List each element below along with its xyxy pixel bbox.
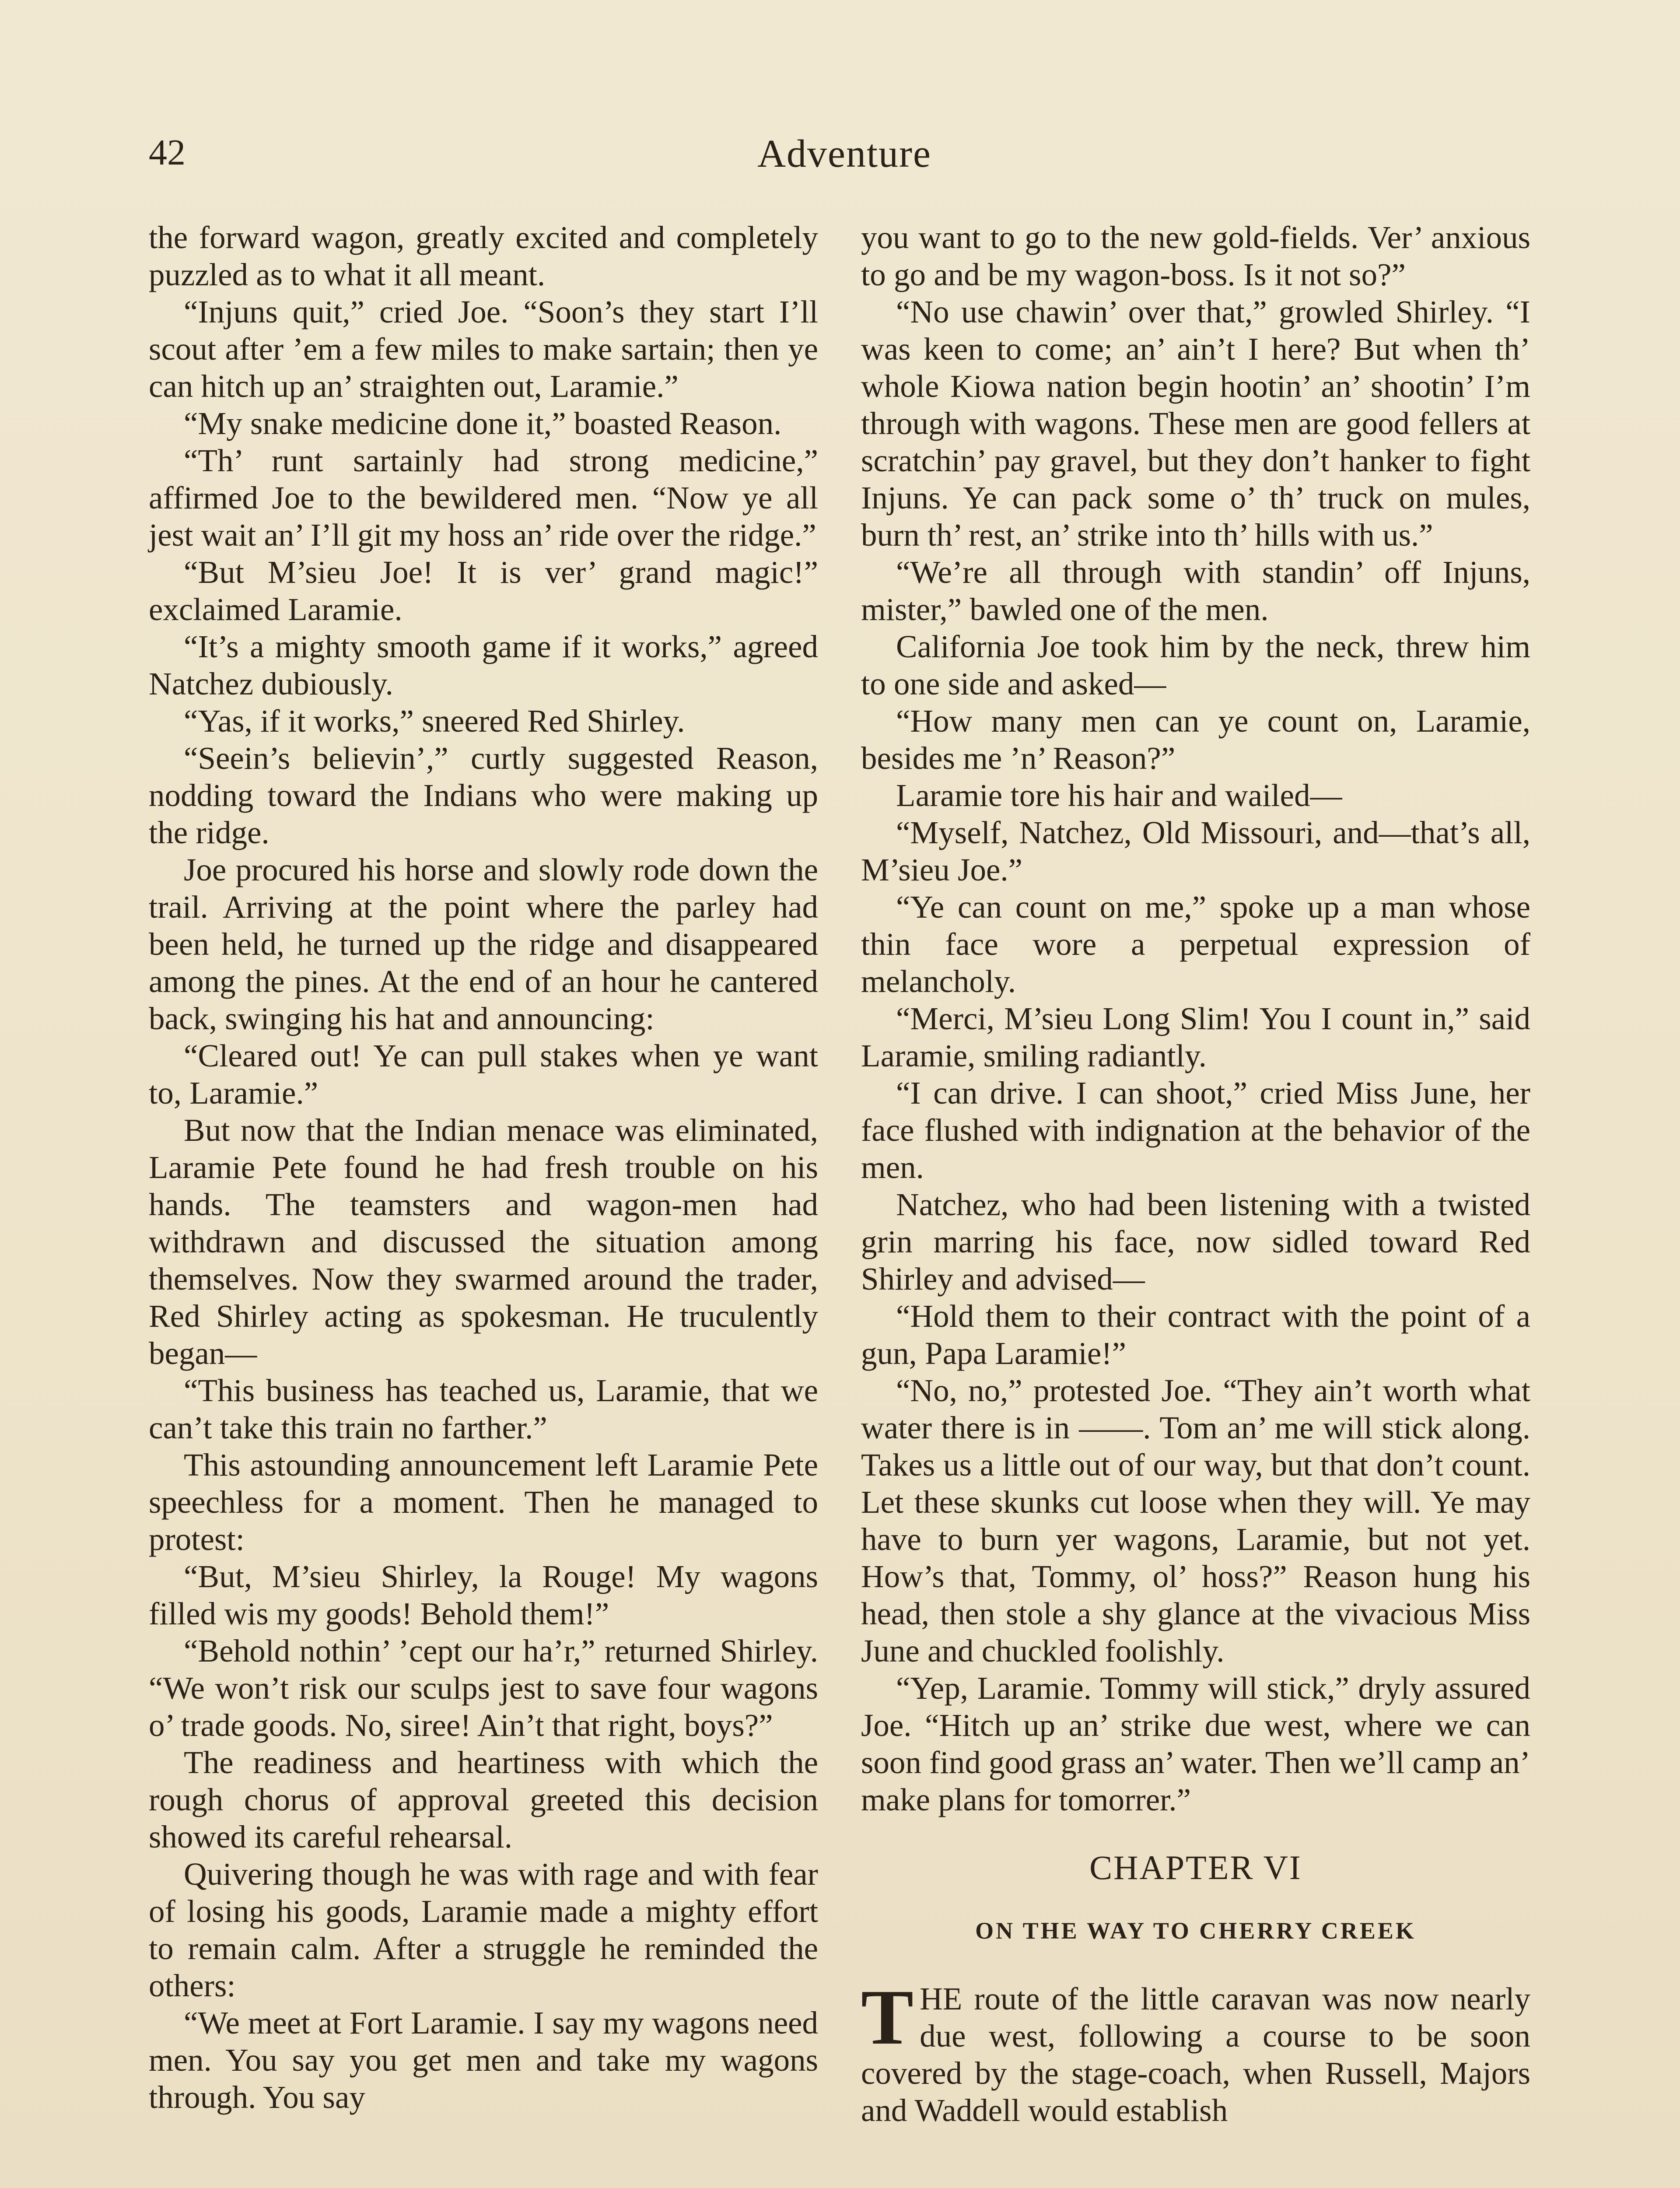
paragraph: “This business has teached us, Laramie, that we can’t take this train no farther.” bbox=[149, 1373, 818, 1445]
paragraph: “Myself, Natchez, Old Missouri, and—that’s all, M’sieu Joe.” bbox=[861, 815, 1530, 887]
paragraph: “Behold nothin’ ’cept our ha’r,” returned Shirley. “We won’t risk our sculps jest to save four wagons o’ trade goods. No, siree! Ain’t that right, boys?” bbox=[149, 1633, 818, 1743]
page-number: 42 bbox=[149, 132, 186, 173]
paragraph: “Ye can count on me,” spoke up a man whose thin face wore a perpetual expression of melancholy. bbox=[861, 889, 1530, 999]
drop-cap: T bbox=[861, 1974, 914, 2061]
paragraph: “My snake medicine done it,” boasted Reason. bbox=[184, 406, 782, 441]
paragraph: “I can drive. I can shoot,” cried Miss June, her face flushed with indignation at the behavior of the men. bbox=[861, 1075, 1530, 1185]
paragraph: Quivering though he was with rage and with fear of losing his goods, Laramie made a mighty effort to remain calm. After a struggle he reminded the others: bbox=[149, 1856, 818, 2003]
paragraph: Joe procured his horse and slowly rode down the trail. Arriving at the point where the parley had been held, he turned up the ridge and disappeared among the pines. At the end of an hour he cantered back, swinging his hat and announcing: bbox=[149, 852, 818, 1036]
paragraph: “Injuns quit,” cried Joe. “Soon’s they start I’ll scout after ’em a few miles to make sartain; then ye can hitch up an’ straighten out, Laramie.” bbox=[149, 294, 818, 404]
paragraph: you want to go to the new gold-fields. Ver’ anxious to go and be my wagon-boss. Is it not so?” bbox=[861, 220, 1530, 292]
paragraph: “How many men can ye count on, Laramie, besides me ’n’ Reason?” bbox=[861, 703, 1530, 776]
chapter-title: CHAPTER VI bbox=[1089, 1848, 1302, 1886]
paragraph: “Cleared out! Ye can pull stakes when ye want to, Laramie.” bbox=[149, 1038, 818, 1111]
chapter-subtitle: ON THE WAY TO CHERRY CREEK bbox=[975, 1918, 1416, 1944]
running-title: Adventure bbox=[757, 132, 931, 175]
paragraph: “But M’sieu Joe! It is ver’ grand magic!” exclaimed Laramie. bbox=[149, 554, 818, 627]
left-column bbox=[149, 219, 818, 2116]
paragraph: Laramie tore his hair and wailed— bbox=[896, 778, 1342, 813]
chapter-opening-paragraph bbox=[861, 1974, 1530, 2129]
paragraph: “We’re all through with standin’ off Injuns, mister,” bawled one of the men. bbox=[861, 554, 1530, 627]
paragraph: California Joe took him by the neck, threw him to one side and asked— bbox=[861, 629, 1530, 701]
paragraph: “But, M’sieu Shirley, la Rouge! My wagons filled wis my goods! Behold them!” bbox=[149, 1559, 818, 1631]
paragraph: “No use chawin’ over that,” growled Shirley. “I was keen to come; an’ ain’t I here? But when th’ whole Kiowa nation begin hootin’ an’ shootin’ I’m through with wagons. These men are good fellers at scratchin’ pay gravel, but they don’t hanker to fight Injuns. Ye can pack some o’ th’ truck on mules, burn th’ rest, an’ strike into th’ hills with us.” bbox=[861, 294, 1530, 553]
paragraph: But now that the Indian menace was eliminated, Laramie Pete found he had fresh trouble on his hands. The teamsters and wagon-men had withdrawn and discussed the situation among themselves. Now they swarmed around the trader, Red Shirley acting as spokesman. He truculently began— bbox=[149, 1112, 818, 1371]
paragraph: “Hold them to their contract with the point of a gun, Papa Laramie!” bbox=[861, 1298, 1530, 1371]
chapter-opening-text: HE route of the little caravan was now nearly due west, following a course to be soon covered by the stage-coach, when Russell, Majors and Waddell would establish bbox=[861, 1981, 1530, 2128]
paragraph: the forward wagon, greatly excited and completely puzzled as to what it all meant. bbox=[149, 220, 818, 292]
paragraph: This astounding announcement left Laramie Pete speechless for a moment. Then he managed to protest: bbox=[149, 1447, 818, 1557]
paragraph: “We meet at Fort Laramie. I say my wagons need men. You say you get men and take my wagons through. You say bbox=[149, 2005, 818, 2115]
page-header bbox=[149, 127, 1540, 188]
paragraph: “Merci, M’sieu Long Slim! You I count in,” said Laramie, smiling radiantly. bbox=[861, 1001, 1530, 1073]
right-column-paragraphs bbox=[861, 219, 1530, 1818]
paragraph: “Seein’s believin’,” curtly suggested Reason, nodding toward the Indians who were making up the ridge. bbox=[149, 740, 818, 850]
paragraph: Natchez, who had been listening with a twisted grin marring his face, now sidled toward Red Shirley and advised— bbox=[861, 1187, 1530, 1297]
paragraph: “No, no,” protested Joe. “They ain’t worth what water there is in ——. Tom an’ me will stick along. Takes us a little out of our way, but that don’t count. Let these skunks cut loose when they will. Ye may have to burn yer wagons, Laramie, but not yet. How’s that, Tommy, ol’ hoss?” Reason hung his head, then stole a shy glance at the vivacious Miss June and chuckled foolishly. bbox=[861, 1373, 1530, 1669]
paragraph: “Yep, Laramie. Tommy will stick,” dryly assured Joe. “Hitch up an’ strike due west, where we can soon find good grass an’ water. Then we’ll camp an’ make plans for tomorrer.” bbox=[861, 1670, 1530, 1817]
paragraph: “It’s a mighty smooth game if it works,” agreed Natchez dubiously. bbox=[149, 629, 818, 701]
right-column bbox=[861, 219, 1530, 2129]
paragraph: The readiness and heartiness with which the rough chorus of approval greeted this decision showed its careful rehearsal. bbox=[149, 1745, 818, 1855]
paragraph: “Yas, if it works,” sneered Red Shirley. bbox=[184, 703, 685, 739]
paragraph: “Th’ runt sartainly had strong medicine,” affirmed Joe to the bewildered men. “Now ye all jest wait an’ I’ll git my hoss an’ ride over the ridge.” bbox=[149, 443, 818, 553]
